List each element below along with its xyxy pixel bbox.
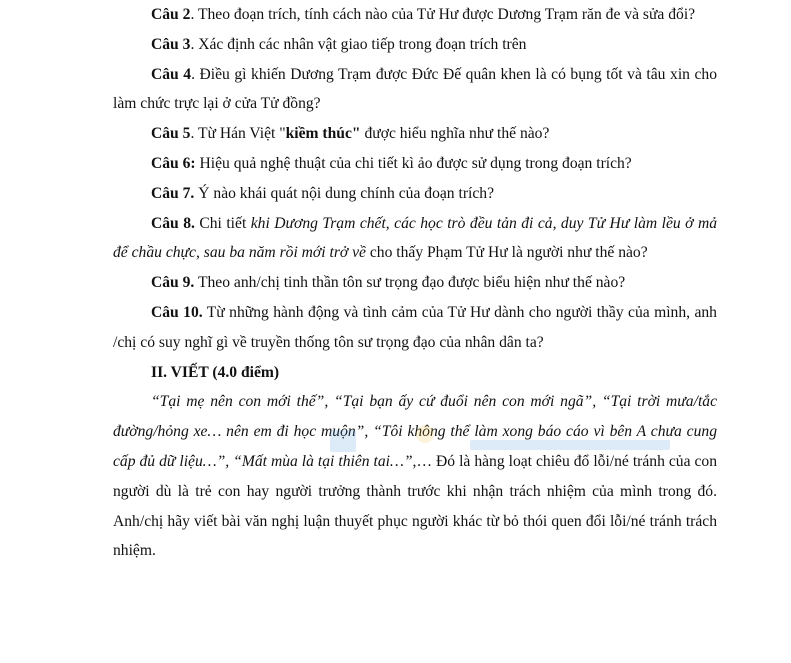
italic-quote: khi Dương Trạm chết, các học trò đều tản đi cả, duy Tử Hư làm lều ở mả để chầu chực, sau ba năm rồi mới trở về <box>113 214 717 262</box>
question-7 <box>113 179 717 209</box>
question-label: Câu 2 <box>151 6 191 23</box>
question-label: Câu 3 <box>151 35 191 53</box>
document-page <box>113 0 717 566</box>
question-text: Điều gì khiến Dương Trạm được Đức Đế quân khen là có bụng tốt và tâu xin cho làm chức trực lại ở cửa Tử đồng? <box>113 65 718 113</box>
question-text: Từ Hán Việt " <box>197 125 286 143</box>
question-text: được hiểu nghĩa như thế nào? <box>360 125 550 143</box>
question-4: Câu 4. Điều gì khiến Dương Trạm được Đức Đế quân khen là có bụng tốt và tâu xin cho làm chức trực lại ở cửa Tử đồng? <box>113 65 718 113</box>
question-label: Câu 5 <box>151 125 191 143</box>
question-text: Theo anh/chị tinh thần tôn sư trọng đạo được biểu hiện như thế nào? <box>197 274 626 292</box>
question-3: Câu 3. Xác định các nhân vật giao tiếp trong đoạn trích trên <box>151 35 527 53</box>
question-2: Câu 2. Theo đoạn trích, tính cách nào của Tử Hư được Dương Trạm răn đe và sửa đổi? <box>151 6 696 23</box>
question-text: Hiệu quả nghệ thuật của chi tiết kì ảo được sử dụng trong đoạn trích? <box>199 154 632 172</box>
question-5: Câu 5. Từ Hán Việt "kiềm thúc" được hiểu nghĩa như thế nào? <box>151 125 550 143</box>
essay-prompt <box>113 387 717 566</box>
question-label: Câu 4 <box>151 65 192 83</box>
question-text: Theo đoạn trích, tính cách nào của Tử Hư được Dương Trạm răn đe và sửa đổi? <box>197 6 696 23</box>
question-10 <box>113 298 717 358</box>
question-9 <box>113 268 717 298</box>
essay-quotes: “Tại mẹ nên con mới thế”, “Tại bạn ấy cứ đuổi nên con mới ngã”, “Tại trời mưa/tắc đường/hỏng xe… nên em đi học muộn”, “Tôi không thể làm xong báo cáo vì bên A chưa cung cấp đủ dữ liệu…”, “Mất mùa là tại thiên tai…” <box>113 393 717 470</box>
question-label: Câu 6: <box>151 154 196 172</box>
question-text: cho thấy Phạm Tử Hư là người như thế nào? <box>365 244 648 262</box>
question-8 <box>113 209 717 269</box>
bold-term: kiềm thúc" <box>285 125 361 143</box>
section-title: II. VIẾT (4.0 điểm) <box>151 363 280 381</box>
essay-text: ,… Đó là hàng loạt chiêu đổ lỗi/né tránh của con người dù là trẻ con hay người trưởng thành trước khi nhận trách nhiệm của mình trong đó. Anh/chị hãy viết bài văn nghị luận thuyết phục người khác từ bỏ thói quen đổi lỗi/né tránh trách nhiệm. <box>113 452 717 560</box>
question-text: Xác định các nhân vật giao tiếp trong đoạn trích trên <box>198 35 527 53</box>
question-label: Câu 8. <box>151 214 195 232</box>
section-heading <box>113 358 717 388</box>
question-label: Câu 10. <box>151 303 203 321</box>
question-text: Ý nào khái quát nội dung chính của đoạn trích? <box>198 184 494 202</box>
question-label: Câu 7. <box>151 184 195 202</box>
question-6 <box>113 149 717 179</box>
question-label: Câu 9. <box>151 274 195 292</box>
question-text: Chi tiết <box>199 214 251 232</box>
question-text: Từ những hành động và tình cảm của Tử Hư dành cho người thầy của mình, anh /chị có suy nghĩ gì về truyền thống tôn sư trọng đạo của nhân dân ta? <box>113 303 717 351</box>
